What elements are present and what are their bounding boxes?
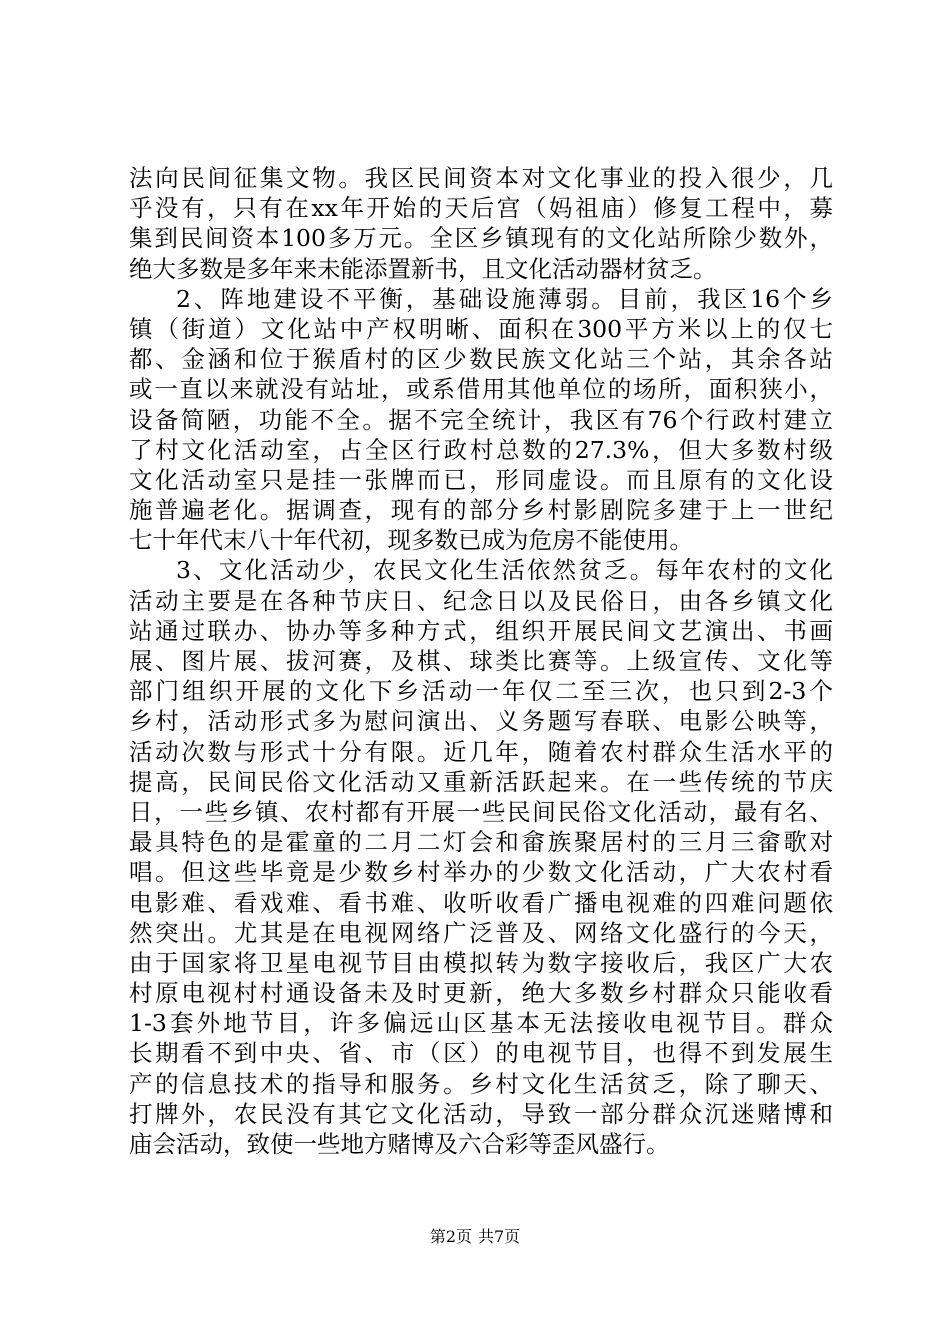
paragraph-line: 3、文化活动少，农民文化生活依然贫乏。每年农村的文化 <box>176 556 833 585</box>
paragraph-line: 村原电视村村通设备未及时更新，绝大多数乡村群众只能收看 <box>129 979 833 1008</box>
paragraph-line: 七十年代末八十年代初，现多数已成为危房不能使用。 <box>129 526 693 555</box>
paragraph-line: 打牌外，农民没有其它文化活动，导致一部分群众沉迷赌博和 <box>129 1099 833 1128</box>
document-body <box>129 163 833 1159</box>
paragraph-line: 2、阵地建设不平衡，基础设施薄弱。目前，我区16个乡 <box>176 284 833 313</box>
paragraph-line: 由于国家将卫星电视节目由模拟转为数字接收后，我区广大农 <box>129 948 833 977</box>
paragraph-cultural-activities <box>129 555 833 1159</box>
paragraph-line: 日，一些乡镇、农村都有开展一些民间民俗文化活动，最有名、 <box>129 797 833 826</box>
paragraph-line: 绝大多数是多年来未能添置新书，且文化活动器材贫乏。 <box>129 254 717 283</box>
paragraph-line: 乎没有，只有在xx年开始的天后宫（妈祖庙）修复工程中，募 <box>129 194 833 223</box>
paragraph-line: 集到民间资本100多万元。全区乡镇现有的文化站所除少数外， <box>129 224 833 253</box>
paragraph-line: 然突出。尤其是在电视网络广泛普及、网络文化盛行的今天， <box>129 918 833 947</box>
paragraph-line: 乡村，活动形式多为慰问演出、义务题写春联、电影公映等， <box>129 707 833 736</box>
paragraph-line: 都、金涵和位于猴盾村的区少数民族文化站三个站，其余各站 <box>129 345 833 374</box>
page-footer <box>0 1224 950 1247</box>
paragraph-line: 站通过联办、协办等多种方式，组织开展民间文艺演出、书画 <box>129 616 833 645</box>
paragraph-line: 产的信息技术的指导和服务。乡村文化生活贫乏，除了聊天、 <box>129 1069 833 1098</box>
page-number-total: 共7页 <box>478 1227 521 1246</box>
paragraph-line: 部门组织开展的文化下乡活动一年仅二至三次，也只到2-3个 <box>129 677 833 706</box>
paragraph-line: 文化活动室只是挂一张牌而已，形同虚设。而且原有的文化设 <box>129 465 833 494</box>
paragraph-line: 施普遍老化。据调查，现有的部分乡村影剧院多建于上一世纪 <box>129 496 833 525</box>
paragraph-line: 最具特色的是霍童的二月二灯会和畲族聚居村的三月三畲歌对 <box>129 828 833 857</box>
paragraph-line: 提高，民间民俗文化活动又重新活跃起来。在一些传统的节庆 <box>129 767 833 796</box>
paragraph-line: 庙会活动，致使一些地方赌博及六合彩等歪风盛行。 <box>129 1130 670 1158</box>
paragraph-line: 唱。但这些毕竟是少数乡村举办的少数文化活动，广大农村看 <box>129 858 833 887</box>
paragraph-line: 设备简陋，功能不全。据不完全统计，我区有76个行政村建立 <box>129 405 833 434</box>
paragraph-line: 长期看不到中央、省、市（区）的电视节目，也得不到发展生 <box>129 1039 833 1068</box>
paragraph-infrastructure <box>129 284 833 556</box>
paragraph-collection-of-relics <box>129 163 833 284</box>
paragraph-line: 电影难、看戏难、看书难、收听收看广播电视难的四难问题依 <box>129 888 833 917</box>
paragraph-line: 活动主要是在各种节庆日、纪念日以及民俗日，由各乡镇文化 <box>129 586 833 615</box>
paragraph-line: 了村文化活动室，占全区行政村总数的27.3%，但大多数村级 <box>129 435 833 464</box>
page-number-current: 第2页 <box>429 1227 472 1246</box>
paragraph-line: 或一直以来就没有站址，或系借用其他单位的场所，面积狭小， <box>129 375 833 404</box>
paragraph-line: 展、图片展、拔河赛，及棋、球类比赛等。上级宣传、文化等 <box>129 647 833 675</box>
paragraph-line: 活动次数与形式十分有限。近几年，随着农村群众生活水平的 <box>129 737 833 766</box>
paragraph-line: 1-3套外地节目，许多偏远山区基本无法接收电视节目。群众 <box>129 1009 833 1038</box>
paragraph-line: 法向民间征集文物。我区民间资本对文化事业的投入很少，几 <box>129 164 833 192</box>
paragraph-line: 镇（街道）文化站中产权明晰、面积在300平方米以上的仅七 <box>129 314 833 343</box>
